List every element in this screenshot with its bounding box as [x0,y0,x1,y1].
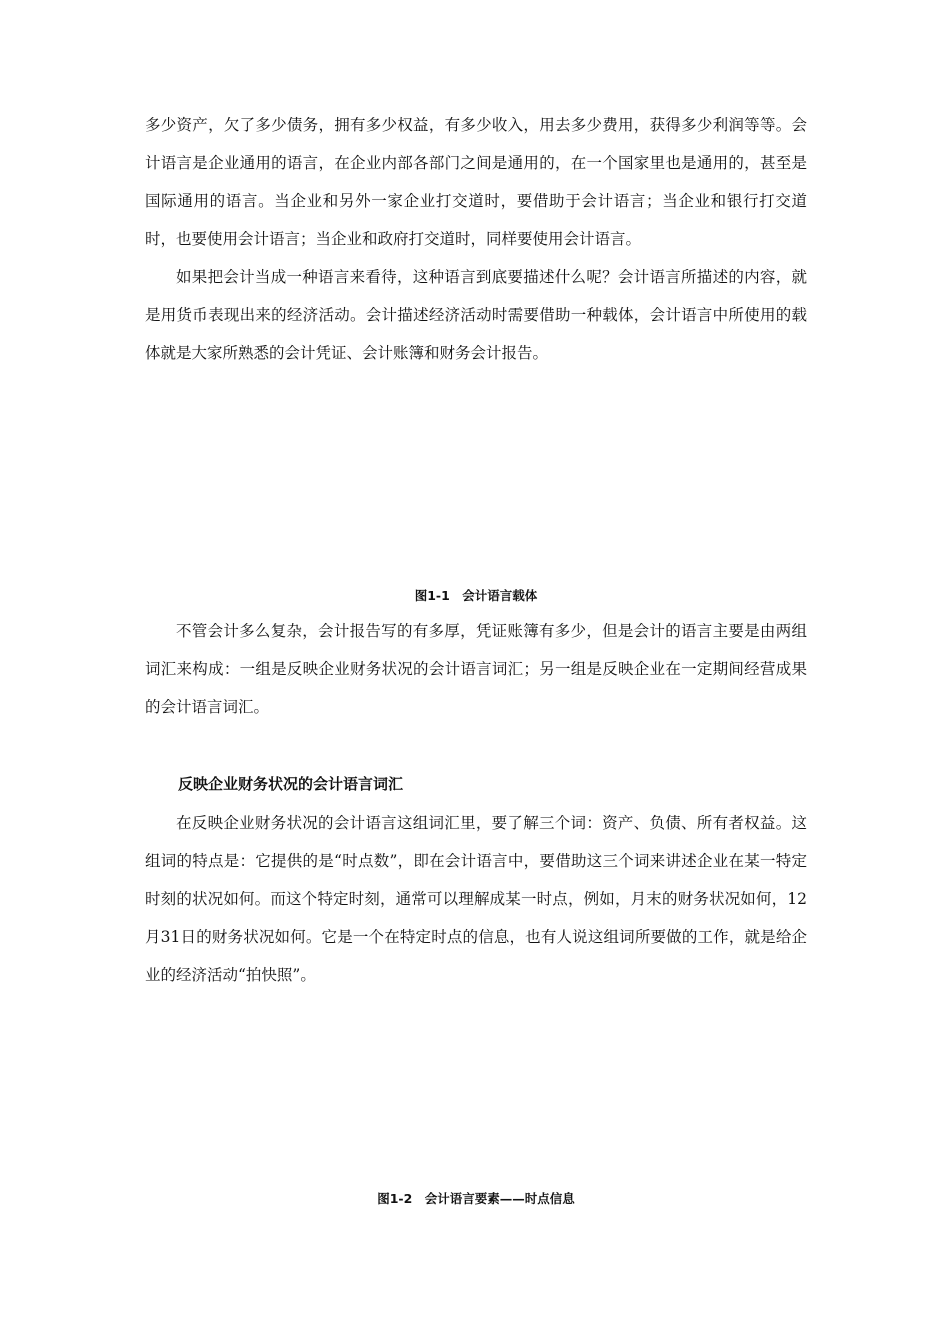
paragraph-point-in-time: 在反映企业财务状况的会计语言这组词汇里，要了解三个词：资产、负债、所有者权益。这组词的特点是：它提供的是“时点数”，即在会计语言中，要借助这三个词来讲述企业在某一特定时刻的状况如何。而这个特定时刻，通常可以理解成某一时点，例如，月末的财务状况如何，12月31日的财务状况如何。它是一个在特定时点的信息，也有人说这组词所要做的工作，就是给企业的经济活动“拍快照”。 [145,814,807,984]
figure-2-caption: 图1-2 会计语言要素——时点信息 [377,1191,575,1206]
section-heading: 反映企业财务状况的会计语言词汇 [178,775,404,793]
figure-2-placeholder [145,1000,807,1180]
paragraph-two-vocab-groups: 不管会计多么复杂，会计报告写的有多厚，凭证账簿有多少，但是会计的语言主要是由两组词汇来构成：一组是反映企业财务状况的会计语言词汇；另一组是反映企业在一定期间经营成果的会计语言词汇。 [145,622,807,716]
figure-1-placeholder [145,385,807,580]
paragraph-accounting-language: 多少资产，欠了多少债务，拥有多少权益，有多少收入，用去多少费用，获得多少利润等等。会计语言是企业通用的语言，在企业内部各部门之间是通用的，在一个国家里也是通用的，甚至是国际通用的语言。当企业和另外一家企业打交道时，要借助于会计语言；当企业和银行打交道时，也要使用会计语言；当企业和政府打交道时，同样要使用会计语言。 [145,116,807,248]
figure-1-caption: 图1-1 会计语言载体 [414,588,538,603]
paragraph-accounting-content: 如果把会计当成一种语言来看待，这种语言到底要描述什么呢？会计语言所描述的内容，就是用货币表现出来的经济活动。会计描述经济活动时需要借助一种载体，会计语言中所使用的载体就是大家所熟悉的会计凭证、会计账簿和财务会计报告。 [145,268,807,362]
